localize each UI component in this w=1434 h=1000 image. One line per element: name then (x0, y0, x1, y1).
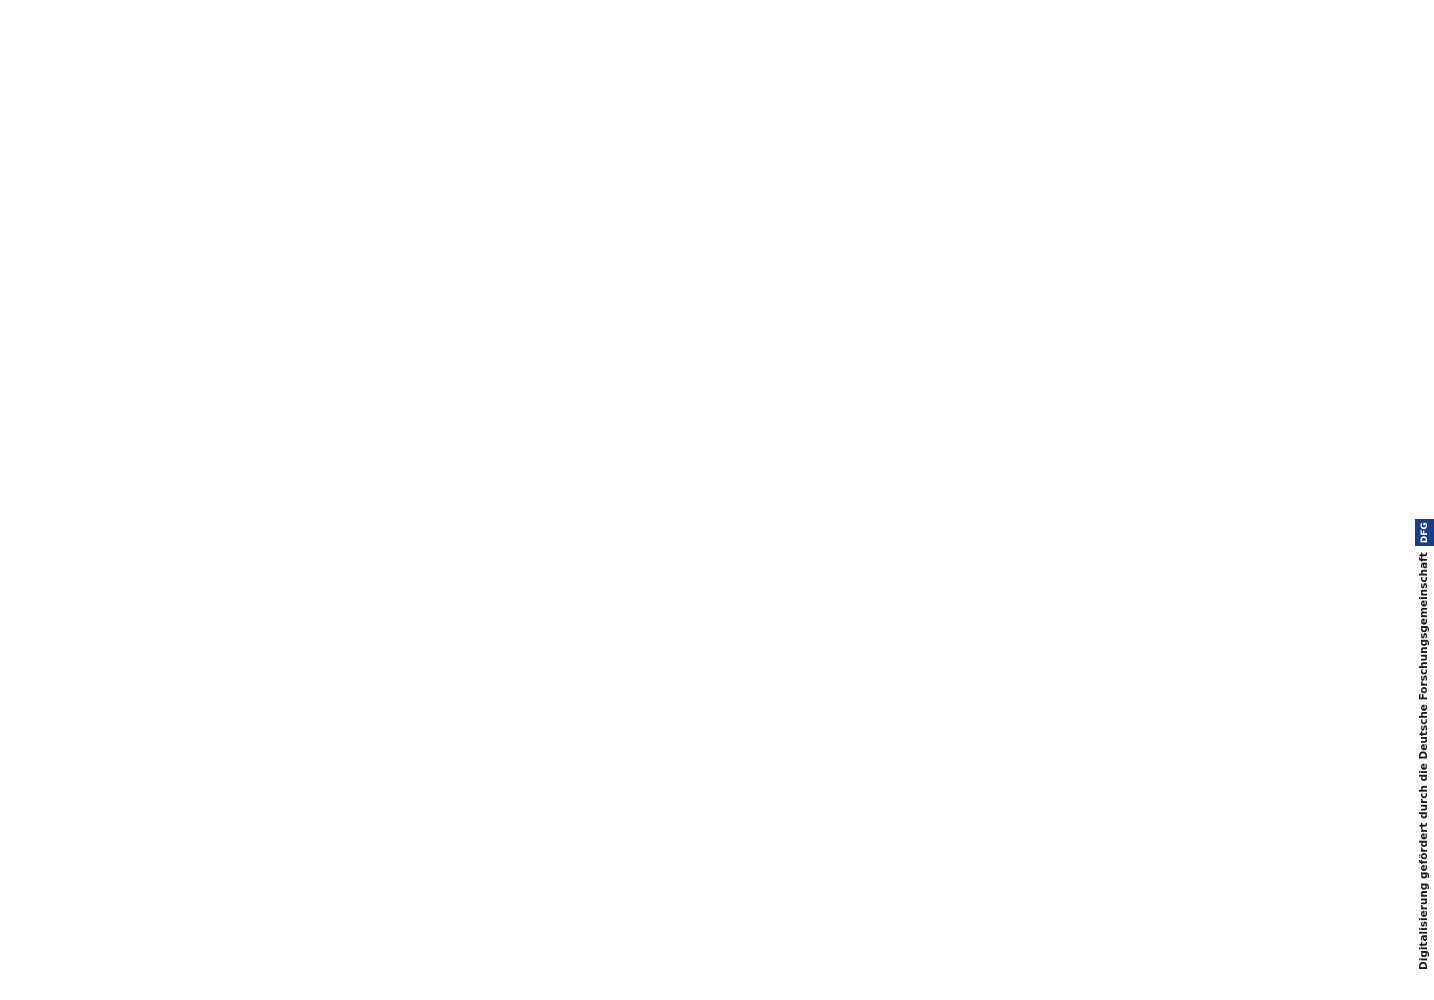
dfg-logo: DFG (1415, 519, 1434, 546)
dfg-sidebar (1414, 10, 1434, 970)
dfg-credit (1414, 10, 1434, 970)
dfg-credit-text: Digitalisierung gefördert durch die Deutsche Forschungsgemeinschaft (1418, 552, 1430, 970)
